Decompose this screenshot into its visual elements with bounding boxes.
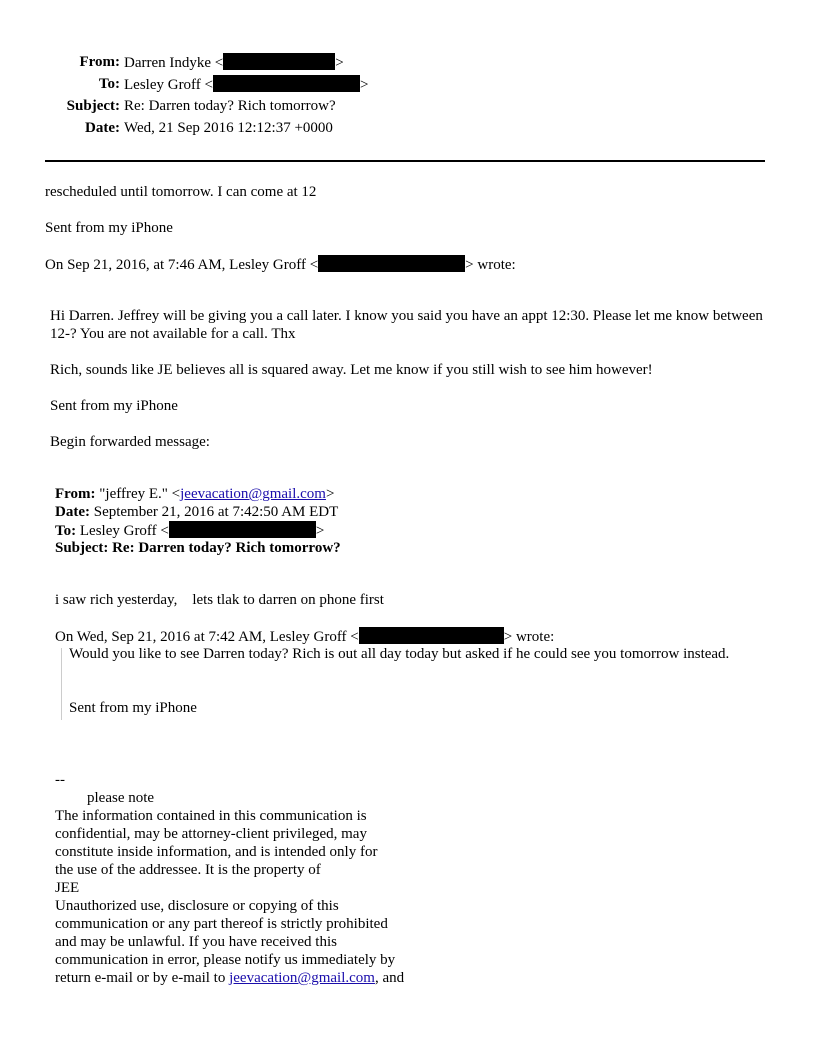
disclaimer-note: please note [87,790,155,806]
forwarded-intro: Begin forwarded message: [50,434,210,450]
forwarded-subject-row: Subject: Re: Darren today? Rich tomorrow? [55,540,341,556]
disclaimer-email-link[interactable]: jeevacation@gmail.com [229,970,375,986]
to-name: Lesley Groff < [124,77,213,93]
redacted-email [213,75,360,92]
quoted-message-paragraph: Rich, sounds like JE believes all is squared away. Let me know if you still wish to see him however! [50,362,653,378]
nested-quote-signature: Sent from my iPhone [69,700,197,716]
quoted-signature: Sent from my iPhone [50,398,178,414]
forwarded-to-row: To: Lesley Groff < > [55,523,325,539]
reply-signature: Sent from my iPhone [45,220,173,236]
subject-label: Subject: [66,98,120,114]
reply-attribution: On Sep 21, 2016, at 7:46 AM, Lesley Groff < > wrote: [45,257,516,273]
from-name: Darren Indyke < [124,55,224,71]
disclaimer-text: The information contained in this communication is confidential, may be attorney-client privileged, may constitute inside information, and is intended only for the use of the addressee. It is the property of JEE Unauthorized use, disclosure or copying of this communication or any part thereof is strictly prohibited and may be unlawful. If you have received this communication in error, please notify us immediately by return e-mail or by e-mail to jeevacation@gmail.com, and [55,808,405,986]
redacted-email [169,521,316,538]
to-label: To: [98,76,120,92]
forwarded-date-row: Date: September 21, 2016 at 7:42:50 AM EDT [55,504,339,520]
redacted-email [318,255,465,272]
nested-quote-body: Would you like to see Darren today? Rich is out all day today but asked if he could see you tomorrow instead. [69,646,730,662]
quoted-message-paragraph: Hi Darren. Jeffrey will be giving you a call later. I know you said you have an appt 12:30. Please let me know between 12-? You are not available for a call. Thx [50,308,763,342]
date-label: Date: [85,120,120,136]
sender-email-link[interactable]: jeevacation@gmail.com [180,486,326,502]
forwarded-attribution: On Wed, Sep 21, 2016 at 7:42 AM, Lesley Groff < > wrote: [55,629,555,645]
redacted-email [359,627,504,644]
date-text: Wed, 21 Sep 2016 12:12:37 +0000 [124,120,333,136]
redacted-email [223,53,335,70]
forwarded-header [55,485,341,557]
forwarded-body: i saw rich yesterday, lets tlak to darren on phone first [55,592,384,608]
forwarded-from-row: From: "jeffrey E." <jeevacation@gmail.com> [55,486,335,502]
header-divider [45,160,765,162]
quote-bar [61,648,62,720]
reply-body: rescheduled until tomorrow. I can come at 12 [45,184,317,200]
from-label: From: [79,54,120,70]
signature-separator: -- [55,772,65,788]
subject-text: Re: Darren today? Rich tomorrow? [124,98,336,114]
